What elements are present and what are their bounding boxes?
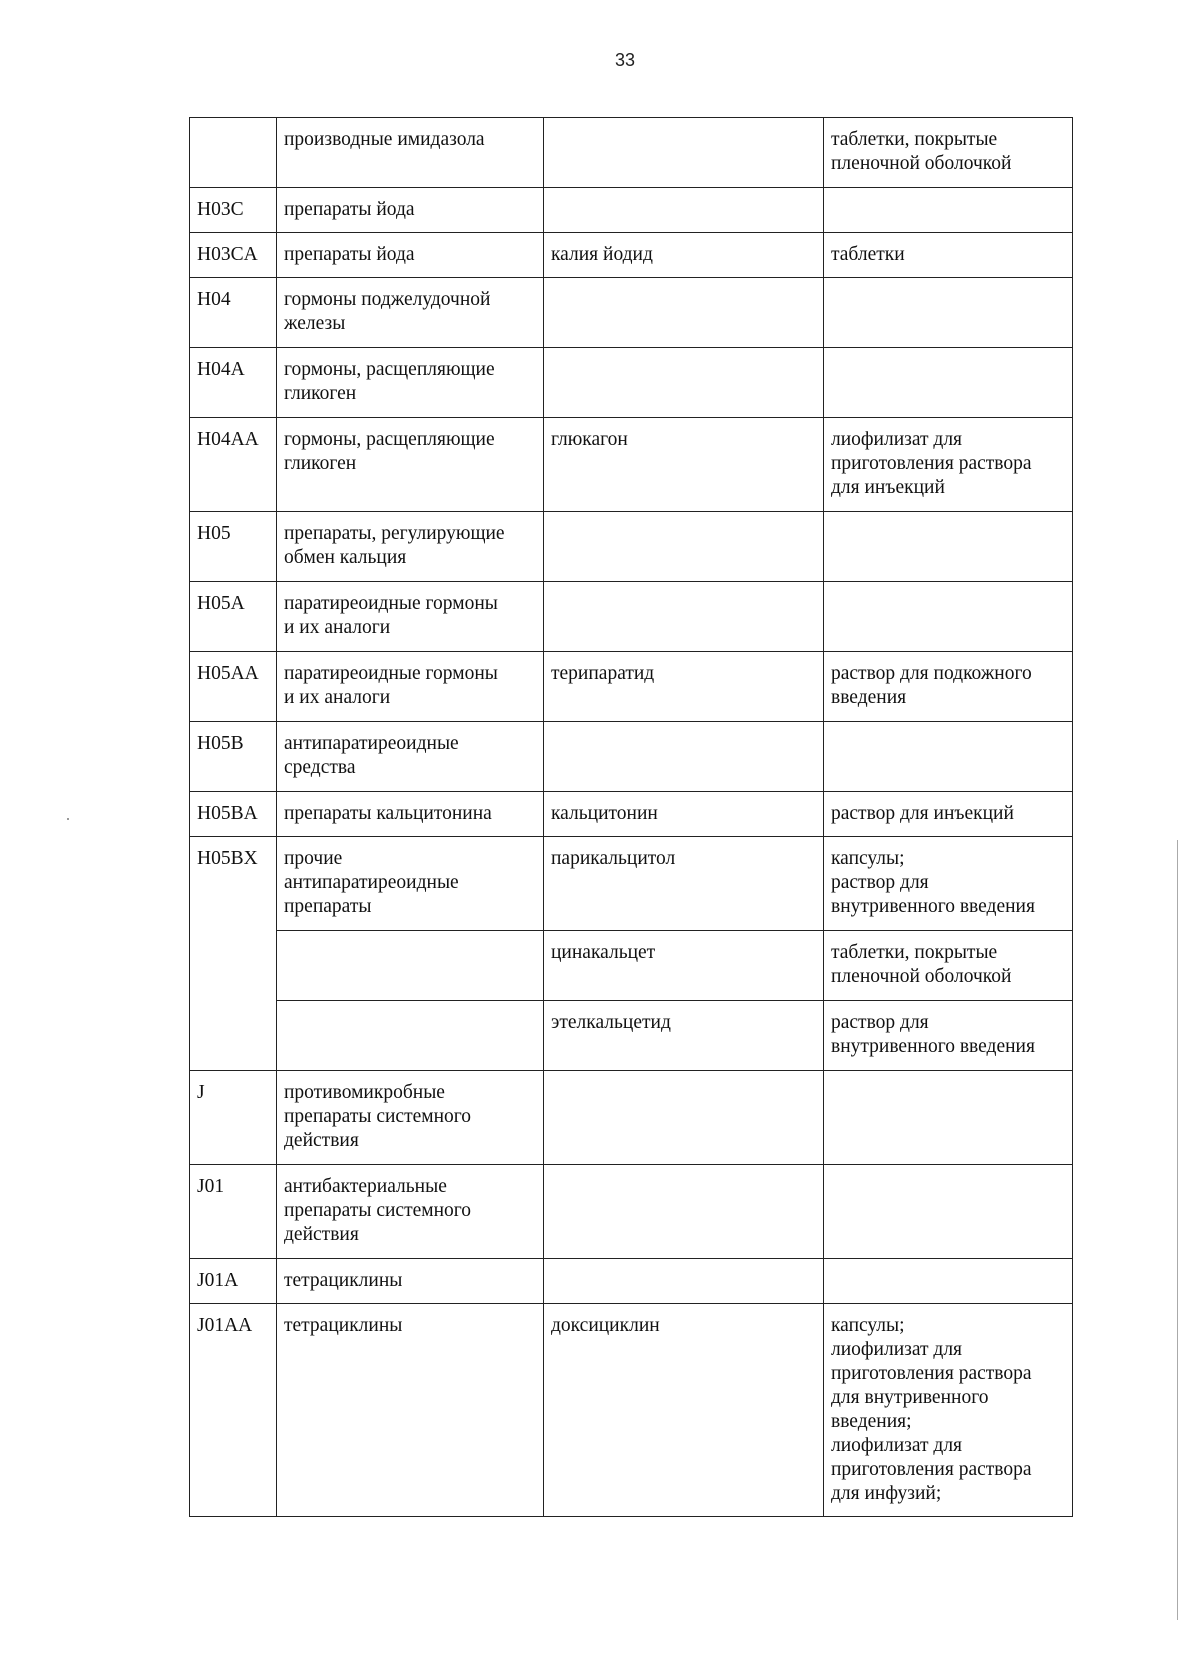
group-name-cell: [277, 931, 544, 1001]
group-name-cell: препараты, регулирующие обмен кальция: [277, 512, 544, 582]
dosage-form-cell: таблетки, покрытые пленочной оболочкой: [824, 931, 1073, 1001]
dosage-form-cell: раствор для внутривенного введения: [824, 1001, 1073, 1071]
group-name-cell: препараты йода: [277, 233, 544, 278]
table-row: [190, 582, 1073, 652]
atc-code-cell: H04AA: [190, 418, 277, 512]
group-name-cell: тетрациклины: [277, 1304, 544, 1517]
atc-code-cell: J01A: [190, 1259, 277, 1304]
table-row: [190, 792, 1073, 837]
dosage-form-cell: [824, 582, 1073, 652]
scan-dot-mark: [67, 818, 69, 820]
dosage-form-cell: [824, 1259, 1073, 1304]
atc-code-cell: [190, 118, 277, 188]
dosage-form-cell: [824, 1165, 1073, 1259]
group-name-cell: противомикробные препараты системного действия: [277, 1071, 544, 1165]
table-row: [190, 278, 1073, 348]
table-row: [190, 118, 1073, 188]
table-row: [190, 837, 1073, 931]
table-row: [190, 1304, 1073, 1517]
drug-name-cell: [544, 188, 824, 233]
drug-name-cell: парикальцитол: [544, 837, 824, 931]
atc-code-cell: H03C: [190, 188, 277, 233]
group-name-cell: [277, 1001, 544, 1071]
group-name-cell: антибактериальные препараты системного действия: [277, 1165, 544, 1259]
table-row: [190, 1165, 1073, 1259]
atc-drug-table: [189, 117, 1073, 1517]
table-row: [190, 1259, 1073, 1304]
drug-name-cell: терипаратид: [544, 652, 824, 722]
drug-name-cell: кальцитонин: [544, 792, 824, 837]
dosage-form-cell: таблетки, покрытые пленочной оболочкой: [824, 118, 1073, 188]
dosage-form-cell: [824, 512, 1073, 582]
drug-name-cell: [544, 118, 824, 188]
group-name-cell: прочие антипаратиреоидные препараты: [277, 837, 544, 931]
table-row: [190, 418, 1073, 512]
dosage-form-cell: капсулы; лиофилизат для приготовления раствора для внутривенного введения; лиофилизат для приготовления раствора для инфузий;: [824, 1304, 1073, 1517]
drug-name-cell: [544, 582, 824, 652]
dosage-form-cell: [824, 188, 1073, 233]
atc-code-cell: J01: [190, 1165, 277, 1259]
scan-edge-mark: [1177, 840, 1178, 1620]
group-name-cell: тетрациклины: [277, 1259, 544, 1304]
drug-name-cell: [544, 512, 824, 582]
atc-code-cell: H05BA: [190, 792, 277, 837]
drug-name-cell: [544, 348, 824, 418]
dosage-form-cell: таблетки: [824, 233, 1073, 278]
atc-code-cell: H05A: [190, 582, 277, 652]
group-name-cell: производные имидазола: [277, 118, 544, 188]
drug-name-cell: [544, 722, 824, 792]
dosage-form-cell: раствор для инъекций: [824, 792, 1073, 837]
table-row: [190, 931, 1073, 1001]
dosage-form-cell: [824, 278, 1073, 348]
atc-code-cell: H05: [190, 512, 277, 582]
atc-code-cell: J01AA: [190, 1304, 277, 1517]
group-name-cell: препараты кальцитонина: [277, 792, 544, 837]
group-name-cell: гормоны, расщепляющие гликоген: [277, 418, 544, 512]
dosage-form-cell: [824, 722, 1073, 792]
drug-name-cell: [544, 1259, 824, 1304]
table-row: [190, 652, 1073, 722]
drug-name-cell: доксициклин: [544, 1304, 824, 1517]
group-name-cell: препараты йода: [277, 188, 544, 233]
atc-code-cell: H05B: [190, 722, 277, 792]
atc-code-cell: H05BX: [190, 837, 277, 1071]
atc-code-cell: H03CA: [190, 233, 277, 278]
dosage-form-cell: лиофилизат для приготовления раствора для инъекций: [824, 418, 1073, 512]
atc-code-cell: J: [190, 1071, 277, 1165]
drug-name-cell: этелкальцетид: [544, 1001, 824, 1071]
drug-name-cell: [544, 1165, 824, 1259]
group-name-cell: паратиреоидные гормоны и их аналоги: [277, 652, 544, 722]
page-number: 33: [614, 50, 636, 70]
atc-code-cell: H05AA: [190, 652, 277, 722]
group-name-cell: гормоны поджелудочной железы: [277, 278, 544, 348]
dosage-form-cell: [824, 348, 1073, 418]
table-row: [190, 512, 1073, 582]
dosage-form-cell: капсулы; раствор для внутривенного введения: [824, 837, 1073, 931]
drug-name-cell: цинакальцет: [544, 931, 824, 1001]
drug-name-cell: глюкагон: [544, 418, 824, 512]
drug-name-cell: калия йодид: [544, 233, 824, 278]
table-row: [190, 233, 1073, 278]
drug-name-cell: [544, 1071, 824, 1165]
table-row: [190, 1071, 1073, 1165]
table-row: [190, 348, 1073, 418]
table-row: [190, 188, 1073, 233]
atc-code-cell: H04: [190, 278, 277, 348]
table-row: [190, 1001, 1073, 1071]
group-name-cell: антипаратиреоидные средства: [277, 722, 544, 792]
atc-table-body: [190, 118, 1073, 1517]
atc-code-cell: H04A: [190, 348, 277, 418]
table-row: [190, 722, 1073, 792]
dosage-form-cell: [824, 1071, 1073, 1165]
group-name-cell: гормоны, расщепляющие гликоген: [277, 348, 544, 418]
group-name-cell: паратиреоидные гормоны и их аналоги: [277, 582, 544, 652]
dosage-form-cell: раствор для подкожного введения: [824, 652, 1073, 722]
drug-name-cell: [544, 278, 824, 348]
